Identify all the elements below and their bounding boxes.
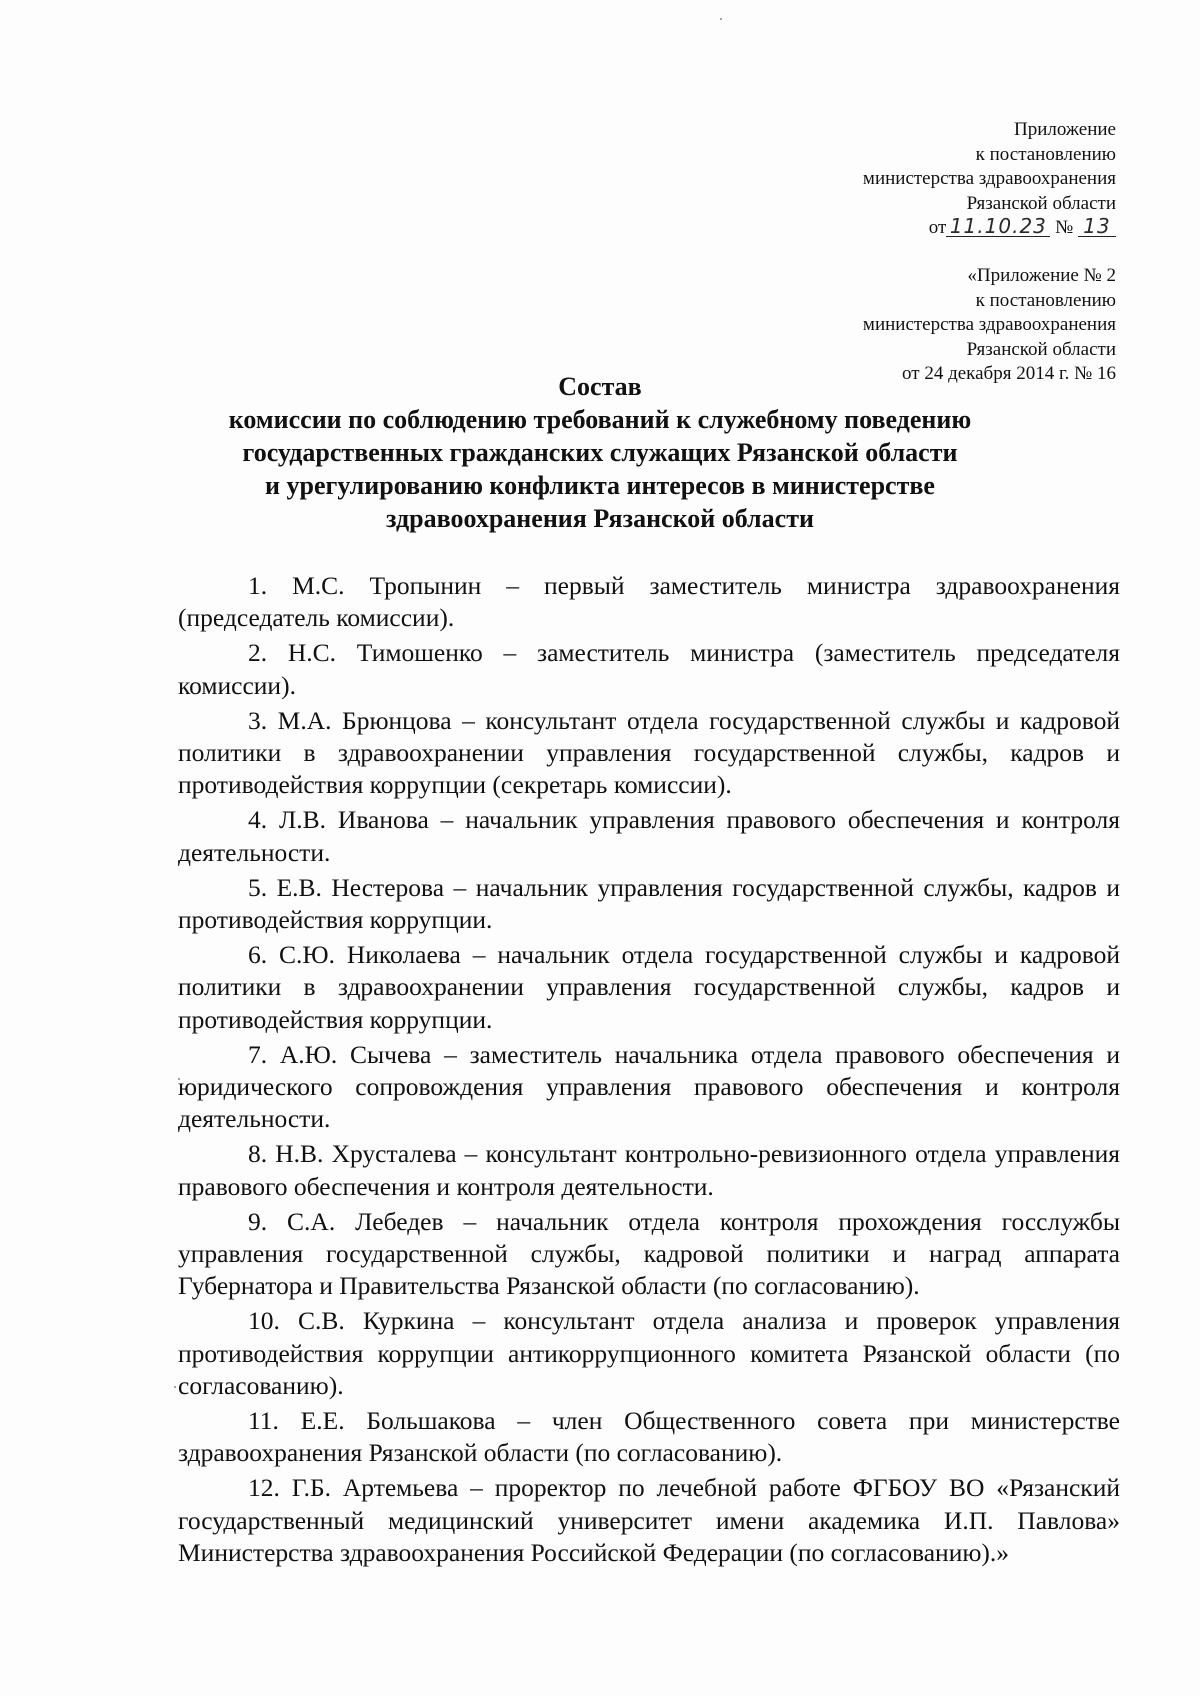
member-item: 4. Л.В. Иванова – начальник управления правового обеспечения и контроля деятельности. <box>178 805 1120 867</box>
appendix-header-line: Рязанской области <box>966 192 1116 214</box>
original-header-line: к постановлению <box>975 289 1116 311</box>
original-header-line: Рязанской области <box>966 338 1116 360</box>
member-item: 8. Н.В. Хрусталева – консультант контрольно-ревизионного отдела управления правового обеспечения и контроля деятельности. <box>178 1139 1120 1201</box>
commission-members-list <box>178 570 1120 1572</box>
member-item: 6. С.Ю. Николаева – начальник отдела государственной службы и кадровой политики в здравоохранении управления государственной службы, кадров и противодействия коррупции. <box>178 940 1120 1034</box>
original-header-line: министерства здравоохранения <box>862 314 1116 335</box>
number-prefix: № <box>1055 217 1074 238</box>
scan-speck <box>174 1386 176 1388</box>
original-header-line: от 24 декабря 2014 г. № 16 <box>902 363 1116 384</box>
member-item: 11. Е.Е. Большакова – член Общественного совета при министерстве здравоохранения Рязанской области (по согласованию). <box>178 1406 1120 1468</box>
member-item: 3. М.А. Брюнцова – консультант отдела государственной службы и кадровой политики в здравоохранении управления государственной службы, кадров и противодействия коррупции (секретарь комиссии). <box>178 705 1120 800</box>
member-item: 5. Е.В. Нестерова – начальник управления государственной службы, кадров и противодействия коррупции. <box>178 872 1120 935</box>
member-item: 10. С.В. Куркина – консультант отдела анализа и проверок управления противодействия коррупции антикоррупционного комитета Рязанской области (по согласованию). <box>178 1306 1120 1400</box>
appendix-header-line: министерства здравоохранения <box>862 168 1116 189</box>
appendix-header-line: к постановлению <box>975 143 1116 165</box>
handwritten-number: 13 <box>1078 216 1116 237</box>
appendix-header-line: Приложение <box>1014 119 1116 140</box>
member-item: 7. А.Ю. Сычева – заместитель начальника отдела правового обеспечения и юридического сопровождения управления правового обеспечения и контроля деятельности. <box>178 1039 1120 1134</box>
title-line: и урегулированию конфликта интересов в министерстве <box>265 471 935 500</box>
member-item: 1. М.С. Тропынин – первый заместитель министра здравоохранения (председатель комиссии). <box>178 571 1120 633</box>
member-item: 2. Н.С. Тимошенко – заместитель министра (заместитель председателя комиссии). <box>178 638 1120 700</box>
appendix-header <box>863 118 1116 241</box>
date-prefix: от <box>928 217 947 238</box>
title-line: государственных гражданских служащих Рязанской области <box>242 438 958 467</box>
title-line: здравоохранения Рязанской области <box>386 504 814 533</box>
member-item: 9. С.А. Лебедев – начальник отдела контроля прохождения госслужбы управления государственной службы, кадровой политики и наград аппарата Губернатора и Правительства Рязанской области (по согласованию). <box>178 1206 1120 1301</box>
title-line: Состав <box>558 372 642 401</box>
member-item: 12. Г.Б. Артемьева – проректор по лечебной работе ФГБОУ ВО «Рязанский государственный медицинский университет имени академика И.П. Павлова» Министерства здравоохранения Российской Федерации (по согласованию).» <box>178 1473 1120 1567</box>
original-appendix-header <box>863 264 1116 387</box>
original-header-line: «Приложение № 2 <box>967 265 1116 286</box>
handwritten-date: 11.10.23 <box>946 216 1050 237</box>
title-line: комиссии по соблюдению требований к служебному поведению <box>228 405 972 434</box>
document-title <box>120 370 1080 535</box>
appendix-date-line <box>863 216 1116 241</box>
scan-speck <box>720 18 722 20</box>
